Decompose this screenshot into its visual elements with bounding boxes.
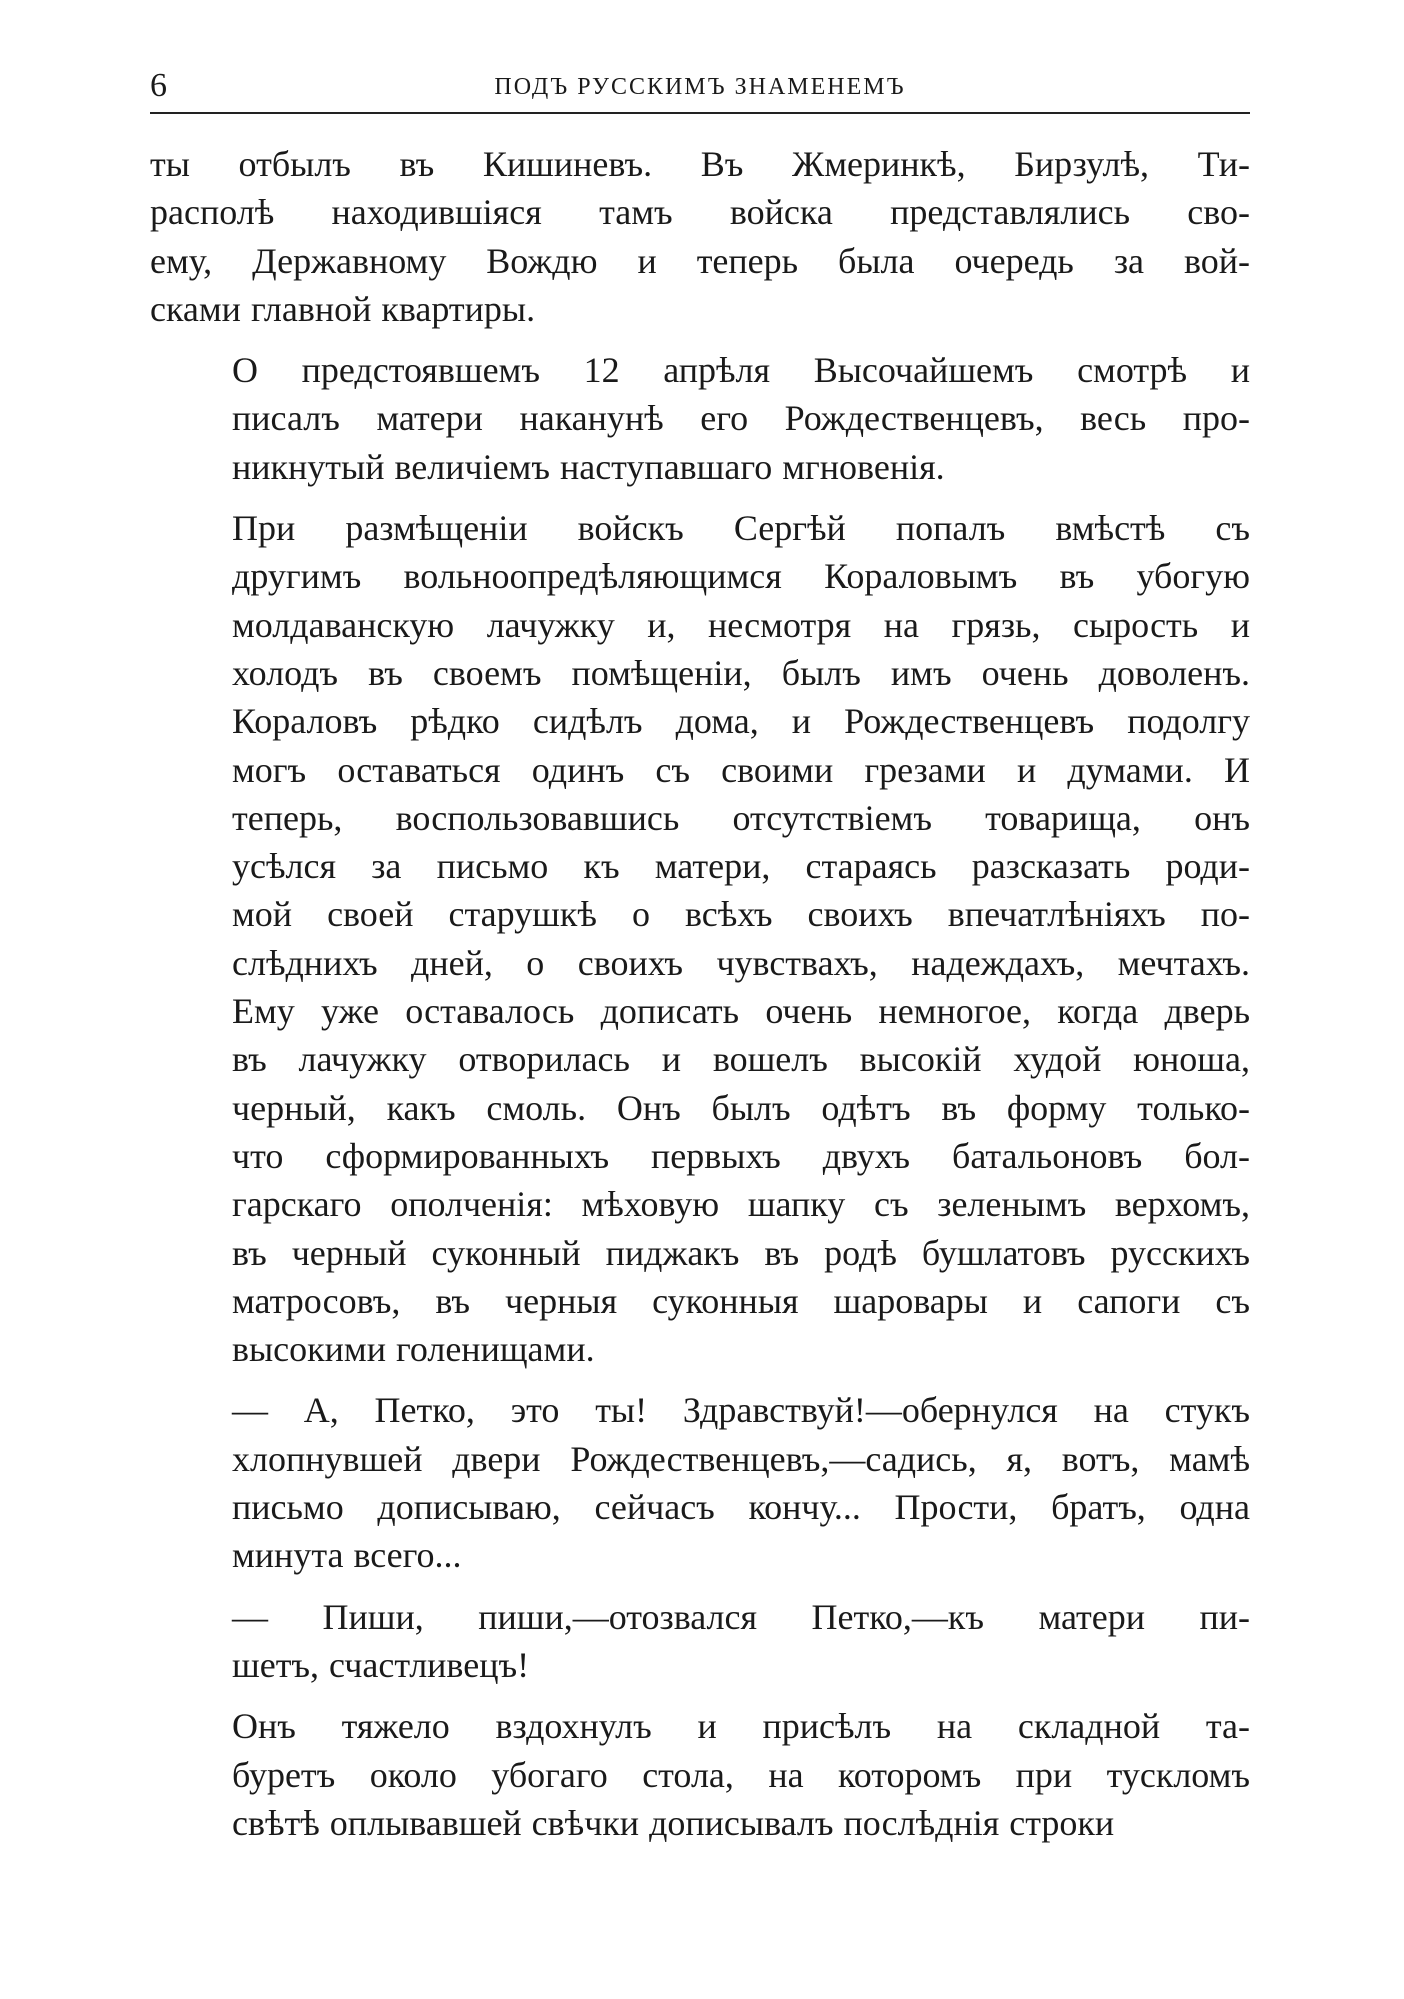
- text-line: сками главной квартиры.: [150, 288, 536, 329]
- running-head: [150, 60, 1250, 114]
- text-line: что сформированныхъ первыхъ двухъ батальоновъ бол-: [232, 1135, 1250, 1176]
- paragraph: [150, 504, 1250, 1373]
- text-line: При размѣщеніи войскъ Сергѣй попалъ вмѣстѣ съ: [232, 508, 1250, 549]
- text-line: молдаванскую лачужку и, несмотря на грязь, сырость и: [232, 604, 1250, 645]
- text-line: гарскаго ополченія: мѣховую шапку съ зеленымъ верхомъ,: [232, 1184, 1250, 1225]
- text-line: свѣтѣ оплывавшей свѣчки дописывалъ послѣднія строки: [232, 1802, 1115, 1843]
- text-line: теперь, воспользовавшись отсутствіемъ товарища, онъ: [232, 797, 1250, 838]
- book-page: [150, 60, 1250, 1860]
- text-line: хлопнувшей двери Рождественцевъ,—садись, я, вотъ, мамѣ: [232, 1438, 1250, 1479]
- paragraph: [150, 1386, 1250, 1579]
- text-line: — Пиши, пиши,—отозвался Петко,—къ матери пи-: [232, 1596, 1250, 1637]
- page-number: 6: [150, 67, 167, 104]
- text-line: Ему уже оставалось дописать очень немногое, когда дверь: [232, 991, 1250, 1032]
- body-text: [150, 140, 1250, 1847]
- text-line: Онъ тяжело вздохнулъ и присѣлъ на складной та-: [232, 1706, 1250, 1747]
- text-line: могъ оставаться одинъ съ своими грезами и думами. И: [232, 749, 1250, 790]
- text-line: шетъ, счастливецъ!: [232, 1644, 530, 1685]
- text-line: О предстоявшемъ 12 апрѣля Высочайшемъ смотрѣ и: [232, 350, 1250, 391]
- text-line: въ лачужку отворилась и вошелъ высокій худой юноша,: [232, 1039, 1250, 1080]
- text-line: слѣднихъ дней, о своихъ чувствахъ, надеждахъ, мечтахъ.: [232, 942, 1250, 983]
- text-line: никнутый величіемъ наступавшаго мгновенія.: [232, 446, 945, 487]
- text-line: мой своей старушкѣ о всѣхъ своихъ впечатлѣніяхъ по-: [232, 894, 1250, 935]
- text-line: писалъ матери наканунѣ его Рождественцевъ, весь про-: [232, 398, 1250, 439]
- paragraph: [150, 346, 1250, 491]
- paragraph: [150, 1593, 1250, 1690]
- text-line: Кораловъ рѣдко сидѣлъ дома, и Рождественцевъ подолгу: [232, 701, 1250, 742]
- text-line: усѣлся за письмо къ матери, стараясь разсказать роди-: [232, 846, 1250, 887]
- running-title: ПОДЪ РУССКИМЪ ЗНАМЕНЕМЪ: [494, 74, 906, 100]
- text-line: — А, Петко, это ты! Здравствуй!—обернулся на стукъ: [232, 1390, 1250, 1431]
- text-line: матросовъ, въ черныя суконныя шаровары и сапоги съ: [232, 1280, 1250, 1321]
- text-line: холодъ въ своемъ помѣщеніи, былъ имъ очень доволенъ.: [232, 652, 1250, 693]
- text-line: располѣ находившіяся тамъ войска представлялись сво-: [150, 192, 1250, 233]
- text-line: высокими голенищами.: [232, 1329, 595, 1370]
- paragraph: [150, 1702, 1250, 1847]
- text-line: письмо дописываю, сейчасъ кончу... Прости, братъ, одна: [232, 1487, 1250, 1528]
- text-line: ты отбылъ въ Кишиневъ. Въ Жмеринкѣ, Бирзулѣ, Ти-: [150, 144, 1250, 184]
- text-line: минута всего...: [232, 1535, 462, 1576]
- paragraph: [150, 140, 1250, 333]
- text-line: ему, Державному Вождю и теперь была очередь за вой-: [150, 240, 1250, 281]
- text-line: буретъ около убогаго стола, на которомъ при тускломъ: [232, 1754, 1250, 1795]
- text-line: другимъ вольноопредѣляющимся Кораловымъ въ убогую: [232, 556, 1250, 597]
- text-line: черный, какъ смоль. Онъ былъ одѣтъ въ форму только-: [232, 1087, 1250, 1128]
- text-line: въ черный суконный пиджакъ въ родѣ бушлатовъ русскихъ: [232, 1232, 1250, 1273]
